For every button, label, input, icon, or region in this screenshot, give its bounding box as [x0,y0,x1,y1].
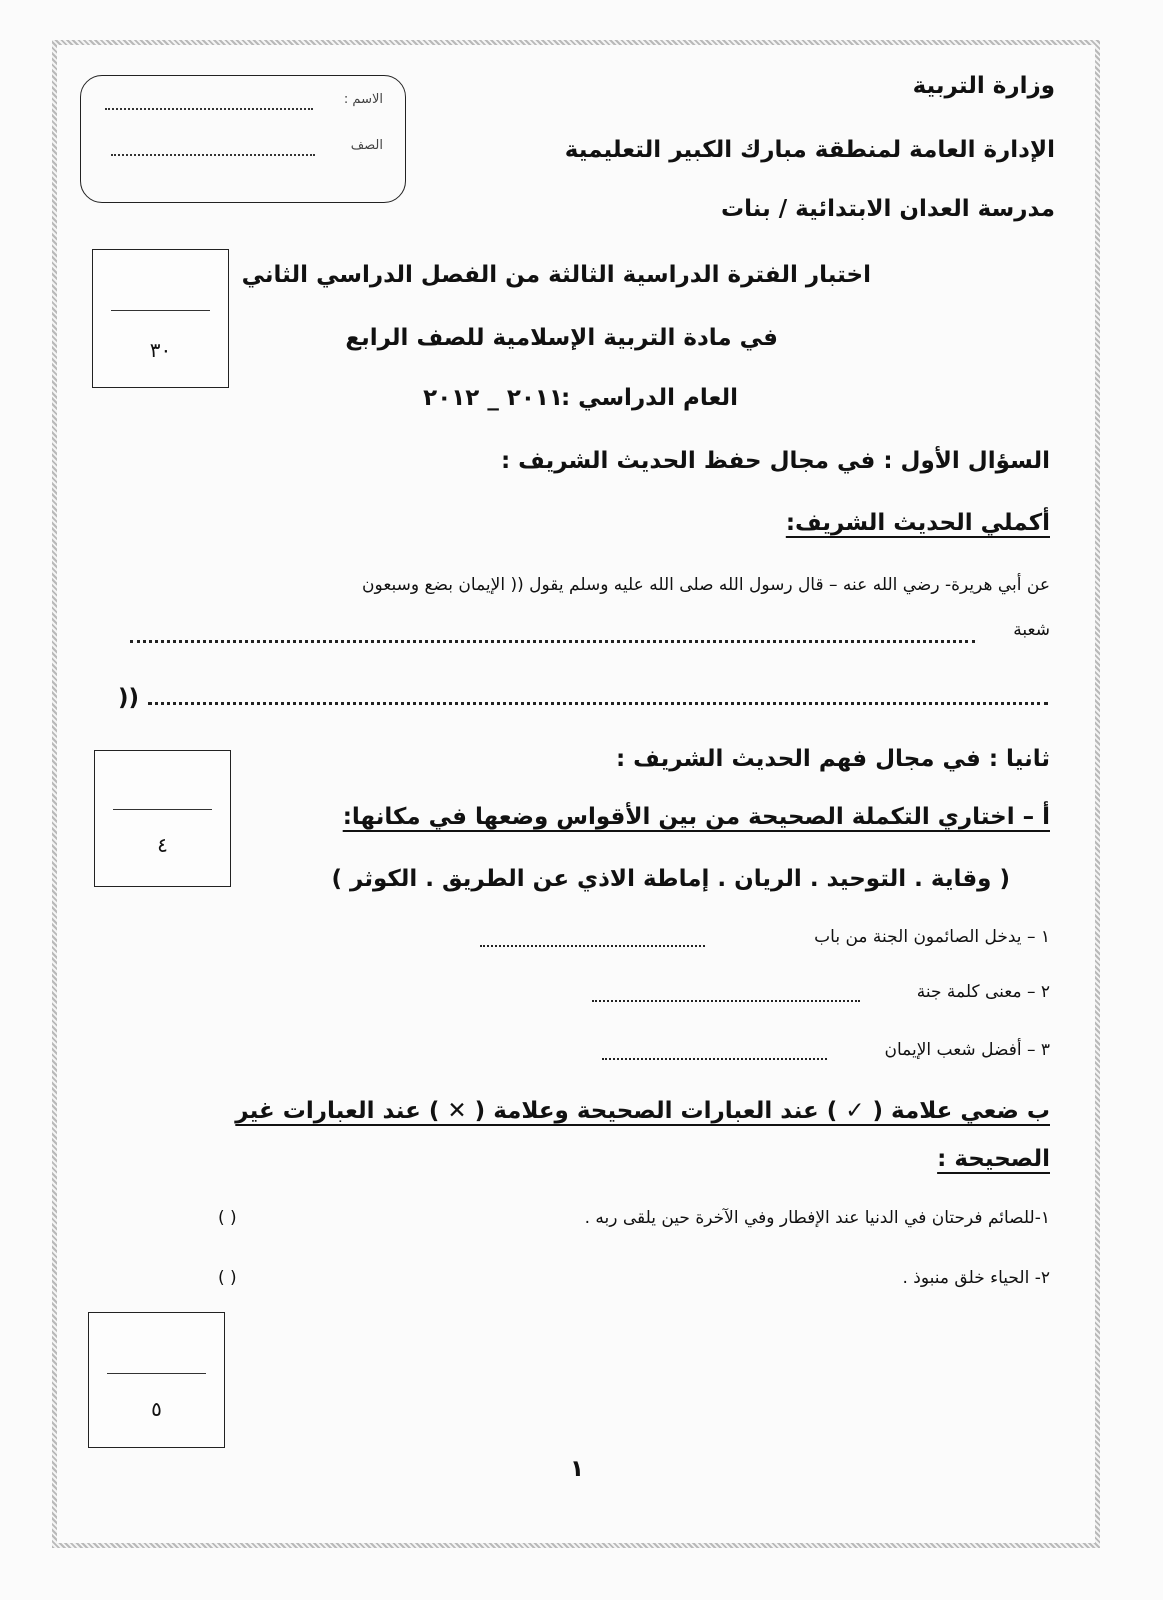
statement-1-answer[interactable]: ( ) [218,1208,237,1228]
statement-1: ١-للصائم فرحتان في الدنيا عند الإفطار وفي الآخرة حين يلقى ربه . [584,1208,1050,1228]
hadith-closing-brackets: )) [118,685,140,711]
exam-title-line1: اختبار الفترة الدراسية الثالثة من الفصل الدراسي الثاني [241,262,871,288]
class-label: الصف [350,138,383,153]
district-name: الإدارة العامة لمنطقة مبارك الكبير التعليمية [564,137,1055,163]
statement-2: ٢- الحياء خلق منبوذ . [902,1268,1050,1288]
part-b-heading-line1: ب ضعي علامة ( ✓ ) عند العبارات الصحيحة وعلامة ( ✕ ) عند العبارات غير [235,1098,1050,1124]
name-field[interactable] [105,108,313,110]
fill-item-3: ٣ – أفضل شعب الإيمان [884,1040,1050,1060]
question1-subheading: أكملي الحديث الشريف: [785,510,1050,536]
student-info-box [80,75,406,203]
score-line [107,1373,206,1374]
fill-item-1: ١ – يدخل الصائمون الجنة من باب [814,927,1050,947]
choices-list: ( وقاية . التوحيد . الريان . إماطة الاذي عن الطريق . الكوثر ) [331,866,1010,892]
section3-score-value: ٥ [151,1397,162,1421]
fill-item-1-blank[interactable] [480,945,705,947]
score-line [111,310,210,311]
fill-item-2: ٢ – معنى كلمة جنة [916,982,1050,1002]
class-field[interactable] [111,154,315,156]
statement-2-answer[interactable]: ( ) [218,1268,237,1288]
school-name: مدرسة العدان الابتدائية / بنات [720,196,1055,222]
exam-year-value: ٢٠١١ _ ٢٠١٢ [423,385,563,411]
section2-score-value: ٤ [157,833,168,857]
question1-heading: السؤال الأول : في مجال حفظ الحديث الشريف : [500,448,1050,474]
hadith-answer-line2[interactable] [148,702,1048,705]
fill-item-2-blank[interactable] [592,1000,860,1002]
hadith-text-line1: عن أبي هريرة- رضي الله عنه – قال رسول الله صلى الله عليه وسلم يقول (( الإيمان بضع وسبعون [362,575,1050,595]
hadith-answer-line1[interactable] [130,640,975,643]
section3-score-box [88,1312,225,1448]
name-label: الاسم : [343,92,383,107]
total-score-box [92,249,229,388]
part-b-heading-line2: الصحيحة : [937,1146,1050,1172]
part-a-heading: أ – اختاري التكملة الصحيحة من بين الأقواس وضعها في مكانها: [342,804,1050,830]
total-score-value: ٣٠ [149,338,172,362]
score-line [113,809,212,810]
page-number: ١ [570,1456,585,1482]
exam-year-label: العام الدراسي : [560,385,738,411]
ministry-name: وزارة التربية [912,73,1055,99]
hadith-text-line2: شعبة [1013,620,1050,640]
section2-score-box [94,750,231,887]
exam-title-line2: في مادة التربية الإسلامية للصف الرابع [345,325,778,351]
question2-heading: ثانيا : في مجال فهم الحديث الشريف : [615,746,1050,772]
fill-item-3-blank[interactable] [602,1058,827,1060]
